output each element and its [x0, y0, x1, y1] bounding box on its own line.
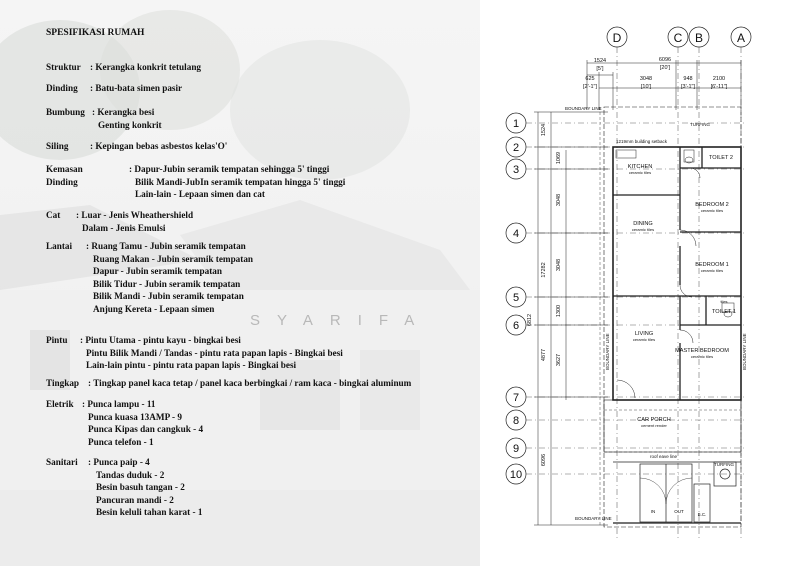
spec-line: : Kepingan bebas asbestos kelas'O' — [90, 141, 228, 151]
row-label-10: 10 — [509, 469, 523, 481]
col-label-D: D — [612, 31, 622, 45]
spec-line: Punca Kipas dan cangkuk - 4 — [88, 424, 204, 435]
spec-line: Bilik Mandi - Jubin seramik tempatan — [93, 291, 244, 302]
spec-line: Punca telefon - 1 — [88, 436, 154, 447]
spec-value — [88, 377, 411, 390]
row-label-2: 2 — [512, 142, 520, 154]
room-bc: B.C. — [697, 512, 707, 517]
room-bedroom1-floor: ceramic tiles — [700, 268, 724, 273]
room-master: MASTER BEDROOM — [675, 348, 729, 354]
room-bedroom2-floor: ceramic tiles — [700, 208, 724, 213]
dim-d3-ft: [3'-1"] — [680, 84, 696, 90]
row-label-7: 7 — [512, 392, 520, 404]
dim-side-1: 1524 — [541, 123, 547, 137]
spec-label: Tingkap — [46, 378, 80, 388]
spec-value — [90, 61, 201, 74]
dim-side-2: 1069 — [556, 151, 562, 165]
room-dining-floor: ceramic tiles — [631, 227, 655, 232]
spec-value — [86, 240, 253, 316]
spec-value — [88, 456, 202, 519]
spec-label: Siling — [46, 141, 69, 151]
spec-line: : Kerangka konkrit tetulang — [90, 62, 202, 72]
room-bedroom1: BEDROOM 1 — [695, 262, 729, 268]
gate-in: IN — [650, 509, 656, 514]
dim-left-ft: [5'] — [596, 66, 604, 72]
room-toilet2: TOILET 2 — [708, 155, 734, 161]
spec-line: Dapur - Jubin seramik tempatan — [93, 266, 222, 277]
row-label-8: 8 — [512, 415, 520, 427]
spec-line: Lain-lain - Lepaan simen dan cat — [135, 189, 265, 200]
spec-label: Lantai — [46, 241, 73, 251]
dim-side-3: 3048 — [556, 193, 562, 207]
row-label-4: 4 — [512, 228, 520, 240]
spec-value — [90, 82, 182, 95]
dim-d1-ft: [2'-1"] — [582, 84, 598, 90]
dim-side-8: 6096 — [541, 453, 547, 467]
note-boundary-right: BOUNDARY LINE — [742, 333, 747, 370]
spec-line: Anjung Kereta - Lepaan simen — [93, 303, 215, 314]
spec-line: : Luar - Jenis Wheathershield — [76, 210, 194, 220]
spec-line: Tandas duduk - 2 — [96, 469, 165, 480]
spec-title: SPESIFIKASI RUMAH — [46, 28, 145, 38]
room-master-floor: ceramic tiles — [690, 354, 714, 359]
spec-line: Genting konkrit — [98, 119, 162, 130]
spec-label: Cat — [46, 210, 61, 220]
spec-line: Bilik Mandi-JubIn seramik tempatan hingga 5' tinggi — [135, 176, 346, 187]
dim-overall-ft: [20'] — [659, 65, 671, 71]
spec-value — [76, 209, 193, 234]
spec-line: Pintu Bilik Mandi / Tandas - pintu rata papan lapis - Bingkai besi — [86, 347, 343, 358]
note-turfing-top: TURFING — [690, 122, 710, 127]
spec-line: Besin keluli tahan karat - 1 — [96, 507, 203, 518]
room-car-porch-floor: cement render — [641, 423, 667, 428]
row-label-1: 1 — [512, 118, 520, 130]
row-label-6: 6 — [512, 320, 520, 332]
row-label-5: 5 — [512, 292, 520, 304]
spec-value — [129, 163, 345, 201]
car-porch — [604, 400, 741, 452]
dim-side-6: 3627 — [556, 353, 562, 367]
dim-d3: 948 — [683, 76, 693, 82]
dim-d4: 2100 — [712, 76, 726, 82]
spec-value — [92, 106, 162, 131]
note-boundary-side: BOUNDARY LINE — [605, 333, 610, 370]
spec-line: Besin basuh tangan - 2 — [96, 482, 185, 493]
fixtures — [616, 150, 737, 317]
room-car-porch: CAR PORCH — [637, 417, 671, 423]
dim-left: 1524 — [593, 58, 607, 64]
dim-side-extra: 6812 — [527, 313, 533, 327]
note-setback: 1219mm building setback — [616, 139, 668, 144]
spec-line: Pancuran mandi - 2 — [96, 494, 174, 505]
internal-walls — [613, 147, 741, 400]
spec-line: Punca kuasa 13AMP - 9 — [88, 411, 182, 422]
room-living-floor: ceramic tiles — [632, 337, 656, 342]
spec-line: Bilik Tidur - Jubin seramik tempatan — [93, 278, 241, 289]
room-kitchen: KITCHEN — [627, 164, 653, 170]
spec-value — [90, 140, 227, 153]
spec-label: Sanitari — [46, 457, 78, 467]
spec-value — [80, 334, 343, 372]
col-label-C: C — [673, 31, 683, 45]
dim-d2-ft: [10'] — [640, 84, 652, 90]
room-bedroom2: BEDROOM 2 — [695, 202, 729, 208]
dim-side-7: 4877 — [541, 348, 547, 362]
spec-line: : Ruang Tamu - Jubin seramik tempatan — [86, 241, 246, 251]
room-kitchen-floor: ceramic tiles — [628, 170, 652, 175]
spec-line: Ruang Makan - Jubin seramik tempatan — [93, 253, 254, 264]
dim-d1: 625 — [585, 76, 595, 82]
dim-side-5: 1300 — [556, 304, 562, 318]
note-boundary-bottom: BOUNDARY LINE — [575, 516, 612, 521]
dim-side-4: 3048 — [556, 258, 562, 272]
door-swings — [617, 168, 700, 398]
watermark: SYARIFA — [250, 312, 432, 329]
spec-label: Bumbung — [46, 107, 85, 117]
spec-line: : Punca lampu - 11 — [82, 399, 156, 409]
room-toilet1: TOILET 1 — [711, 309, 737, 315]
dim-overall: 6096 — [658, 57, 672, 63]
spec-line: : Kerangka besi — [92, 107, 155, 117]
col-label-B: B — [694, 31, 704, 45]
col-label-A: A — [736, 31, 746, 45]
dim-d4-ft: [6'-11"] — [710, 84, 728, 90]
spec-line: : Pintu Utama - pintu kayu - bingkai besi — [80, 335, 241, 345]
gate-out: OUT — [674, 509, 684, 514]
spec-label: Kemasan Dinding — [46, 164, 83, 187]
spec-line: Dalam - Jenis Emulsi — [82, 222, 166, 233]
note-turfing-bottom: TURFING — [714, 462, 734, 467]
room-living: LIVING — [634, 331, 654, 337]
note-roof-eave: roof eave line — [650, 454, 678, 459]
spec-line: Lain-lain pintu - pintu rata papan lapis - Bingkai besi — [86, 360, 297, 371]
spec-line: : Batu-bata simen pasir — [90, 83, 183, 93]
room-toilet1-floor: tiles — [720, 299, 728, 304]
room-dining: DINING — [633, 221, 653, 227]
spec-label: Dinding — [46, 83, 78, 93]
row-label-3: 3 — [512, 164, 520, 176]
note-boundary-top: BOUNDARY LINE — [565, 106, 602, 111]
spec-line: : Punca paip - 4 — [88, 457, 150, 467]
dim-d2: 3048 — [639, 76, 653, 82]
building-outline — [613, 147, 741, 400]
spec-label: Eletrik — [46, 399, 74, 409]
dim-side-total: 17282 — [541, 262, 547, 278]
spec-line: : Dapur-Jubin seramik tempatan sehingga 5' tinggi — [129, 164, 330, 174]
spec-label: Struktur — [46, 62, 81, 72]
spec-label: Pintu — [46, 335, 68, 345]
spec-value — [82, 398, 203, 448]
spec-line: : Tingkap panel kaca tetap / panel kaca berbingkai / ram kaca - bingkai aluminum — [88, 378, 412, 388]
floor-plan — [490, 20, 800, 566]
row-label-9: 9 — [512, 443, 520, 455]
